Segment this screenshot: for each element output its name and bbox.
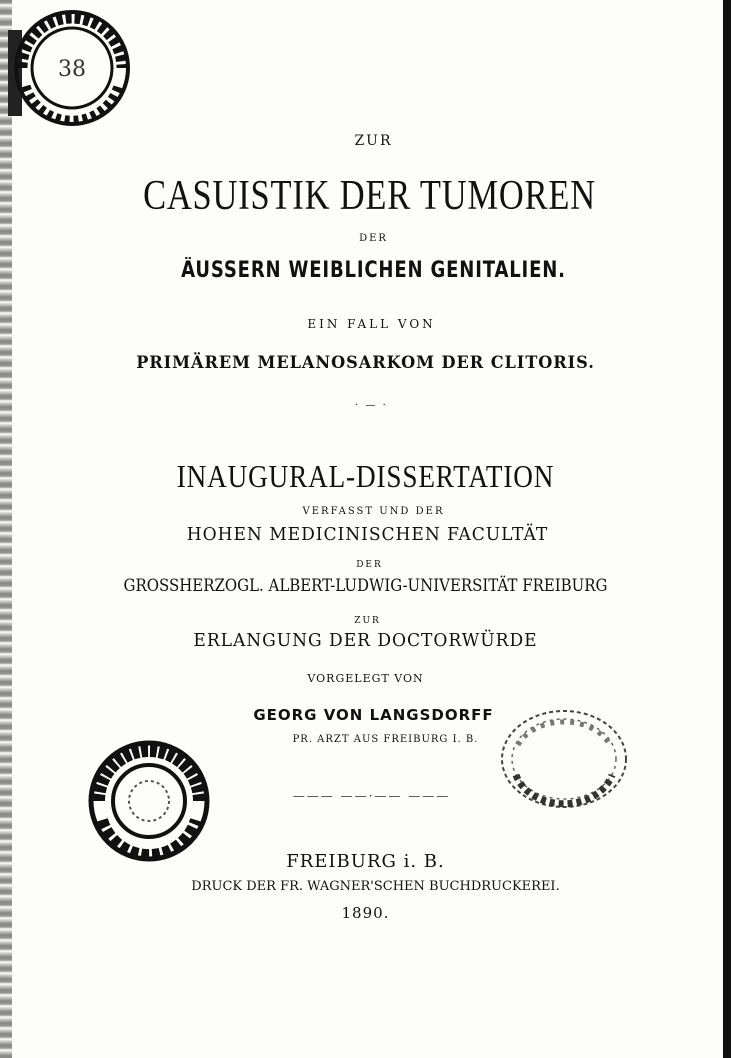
article-der: DER [359, 233, 388, 244]
divider-rule: ——— ——·—— ——— [292, 789, 451, 803]
library-stamp-top [2, 6, 130, 134]
ein-fall-von: EIN FALL VON [307, 317, 436, 331]
vorgelegt-line: VORGELEGT VON [307, 672, 424, 685]
publication-city: FREIBURG i. B. [286, 851, 445, 872]
stamp-number: 38 [58, 57, 86, 82]
page-left-edge-shadow [0, 0, 12, 1058]
main-title: CASUISTIK DER TUMOREN [143, 173, 596, 219]
case-title: PRIMÄREM MELANOSARKOM DER CLITORIS. [136, 353, 595, 373]
subtitle: ÄUSSERN WEIBLICHEN GENITALIEN. [181, 258, 566, 283]
preposition-zur: ZUR [354, 133, 393, 149]
page-right-edge-shadow [723, 0, 731, 1058]
faculty-line: HOHEN MEDICINISCHEN FACULTÄT [186, 524, 549, 545]
printer-line: DRUCK DER FR. WAGNER'SCHEN BUCHDRUCKEREI. [191, 879, 560, 894]
article-der-2: DER [356, 560, 383, 570]
author-name: GEORG VON LANGSDORFF [253, 706, 494, 724]
purpose-line: ERLANGUNG DER DOCTORWÜRDE [193, 630, 538, 651]
verfasst-line: VERFASST UND DER [302, 506, 445, 517]
publication-year: 1890. [341, 904, 390, 922]
separator-ornament: · — · [355, 400, 388, 411]
author-note: PR. ARZT AUS FREIBURG I. B. [292, 734, 479, 745]
dissertation-heading: INAUGURAL-DISSERTATION [176, 458, 555, 494]
university-line: GROSSHERZOGL. ALBERT-LUDWIG-UNIVERSITÄT FREIBURG [123, 576, 608, 596]
preposition-zur-2: ZUR [354, 616, 381, 626]
